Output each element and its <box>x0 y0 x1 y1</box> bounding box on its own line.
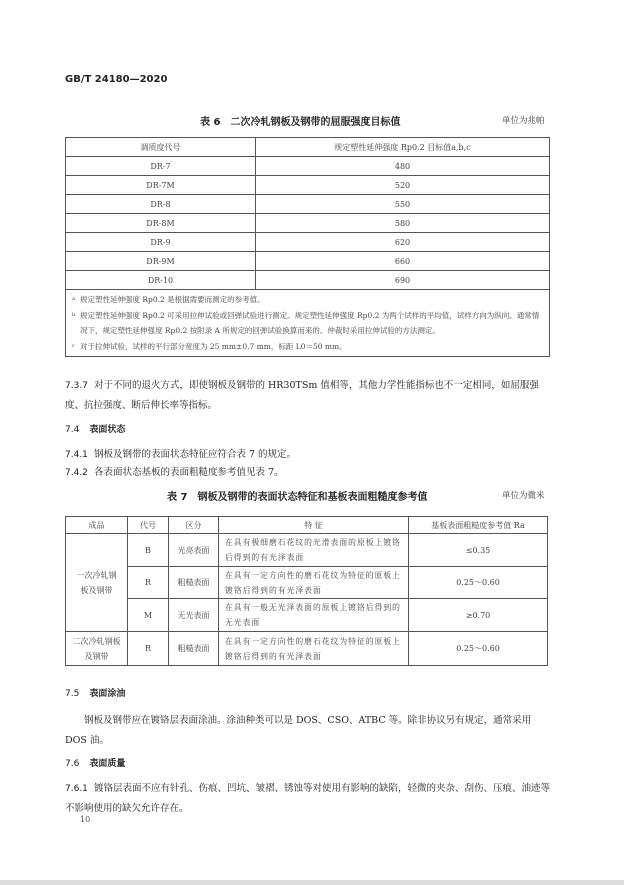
table7 <box>65 516 548 666</box>
cell-type: 粗糙表面 <box>169 567 219 599</box>
section-number: 7.4 <box>65 425 80 435</box>
table-row <box>66 214 550 233</box>
clause-7-3-7 <box>65 376 550 416</box>
table-row <box>66 252 550 271</box>
table-row <box>66 567 548 599</box>
cell-type: 光亮表面 <box>169 534 219 567</box>
clause-text: 对于不同的退火方式，即使钢板及钢带的 HR30TSm 值相等，其他力学性能指标也不一定相同，如屈服强度、抗拉强度、断后伸长率等指标。 <box>65 380 539 411</box>
cell-value: 480 <box>256 157 550 176</box>
clause-text: 镀铬层表面不应有针孔、伤痕、凹坑、皱褶、锈蚀等对使用有影响的缺陷，轻微的夹杂、刮伤、压痕、油迹等不影响使用的缺欠允许存在。 <box>65 783 550 814</box>
footnote-mark: c <box>72 342 75 349</box>
cell-product: 一次冷轧钢板及钢带 <box>66 534 128 632</box>
cell-ra: ≤0.35 <box>409 534 548 567</box>
footnote-text: 对于拉伸试验，试样的平行部分宽度为 25 mm±0.7 mm，标距 L0＝50 mm。 <box>80 341 347 351</box>
cell-code: DR-7M <box>66 176 256 195</box>
cell-value: 550 <box>256 195 550 214</box>
page-number: 10 <box>80 815 91 824</box>
table6 <box>65 137 550 357</box>
table6-header-code: 调质度代号 <box>66 138 256 157</box>
section-title: 表面涂油 <box>89 689 126 699</box>
section-7-6 <box>65 756 125 769</box>
section-title: 表面状态 <box>89 425 126 435</box>
cell-code: DR-7 <box>66 157 256 176</box>
header-cell: 特 征 <box>219 517 409 534</box>
table6-title: 表 6 二次冷轧钢板及钢带的屈服强度目标值 <box>200 117 401 128</box>
cell-code: R <box>128 632 169 666</box>
section-7-4 <box>65 422 125 435</box>
cell-code: R <box>128 567 169 599</box>
header-cell: 基板表面粗糙度参考值 Ra <box>409 517 548 534</box>
clause-number: 7.6.1 <box>65 784 88 794</box>
cell-feature: 在具有一定方向性的磨石花纹为特征的原板上镀铬后得到的有光泽表面 <box>219 632 409 666</box>
table-row <box>66 176 550 195</box>
cell-ra: ≥0.70 <box>409 599 548 632</box>
table-row <box>66 599 548 632</box>
cell-code: DR-8M <box>66 214 256 233</box>
footnote <box>72 308 541 339</box>
footnote-text: 规定塑性延伸强度 Rp0.2 可采用拉伸试验或回弹试验进行测定。规定塑性延伸强度 Rp0.2 为两个试样的平均值，试样方向为纵向。通常情况下，规定塑性延伸强度 Rp0.2 按附录 A 所规定的回弹试验换算而来的。仲裁时采用拉伸试验的方法测定。 <box>80 310 540 335</box>
clause-number: 7.3.7 <box>65 381 88 391</box>
table-row <box>66 233 550 252</box>
cell-type: 无光表面 <box>169 599 219 632</box>
table7-unit: 单位为微米 <box>502 491 545 501</box>
cell-feature: 在具有一般无光泽表面的原板上镀铬后得到的无光表面 <box>219 599 409 632</box>
table6-footnotes <box>66 290 550 357</box>
clause-text: 钢板及钢带的表面状态特征应符合表 7 的规定。 <box>93 449 297 460</box>
clause-number: 7.4.2 <box>65 468 88 478</box>
table-row <box>66 195 550 214</box>
cell-value: 520 <box>256 176 550 195</box>
page-bottom-edge <box>0 880 624 885</box>
cell-code: M <box>128 599 169 632</box>
cell-ra: 0.25～0.60 <box>409 567 548 599</box>
clause-7-4-1 <box>65 446 296 460</box>
clause-7-4-2 <box>65 464 284 478</box>
cell-feature: 在具有极细磨石花纹的光滑表面的原板上镀铬后得到的有光泽表面 <box>219 534 409 567</box>
cell-type: 粗糙表面 <box>169 632 219 666</box>
footnote <box>72 292 541 308</box>
section-number: 7.5 <box>65 689 80 699</box>
cell-code: B <box>128 534 169 567</box>
cell-value: 690 <box>256 271 550 290</box>
footnote-mark: a <box>72 296 75 302</box>
cell-code: DR-9 <box>66 233 256 252</box>
clause-7-6-1 <box>65 779 550 819</box>
table7-title: 表 7 钢板及钢带的表面状态特征和基板表面粗糙度参考值 <box>167 492 428 503</box>
table-row <box>66 632 548 666</box>
clause-number: 7.4.1 <box>65 450 88 460</box>
cell-code: DR-10 <box>66 271 256 290</box>
cell-product: 二次冷轧钢板及钢带 <box>66 632 128 666</box>
standard-number: GB/T 24180—2020 <box>65 74 168 85</box>
cell-value: 660 <box>256 252 550 271</box>
table-row <box>66 157 550 176</box>
section-number: 7.6 <box>65 759 80 769</box>
header-cell: 区分 <box>169 517 219 534</box>
cell-value: 580 <box>256 214 550 233</box>
table-row <box>66 534 548 567</box>
table6-header-value: 规定塑性延伸强度 Rp0.2 目标值a,b,c <box>256 138 550 157</box>
header-cell: 代号 <box>128 517 169 534</box>
section-7-5 <box>65 686 125 699</box>
footnote-mark: b <box>72 311 76 318</box>
cell-code: DR-9M <box>66 252 256 271</box>
footnote <box>72 339 541 355</box>
clause-text: 各表面状态基板的表面粗糙度参考值见表 7。 <box>93 467 284 478</box>
table6-unit: 单位为兆帕 <box>502 116 545 126</box>
section-title: 表面质量 <box>89 759 126 769</box>
cell-value: 620 <box>256 233 550 252</box>
header-cell: 成品 <box>66 517 128 534</box>
footnote-text: 规定塑性延伸强度 Rp0.2 是根据需要而测定的参考值。 <box>80 295 265 304</box>
cell-ra: 0.25～0.60 <box>409 632 548 666</box>
table-row <box>66 271 550 290</box>
cell-code: DR-8 <box>66 195 256 214</box>
paragraph-7-5: 钢板及钢带应在镀铬层表面涂油。涂油种类可以是 DOS、CSO、ATBC 等。除非协议另有规定，通常采用 DOS 油。 <box>65 715 532 746</box>
cell-feature: 在具有一定方向性的磨石花纹为特征的原板上镀铬后得到的有光泽表面 <box>219 567 409 599</box>
